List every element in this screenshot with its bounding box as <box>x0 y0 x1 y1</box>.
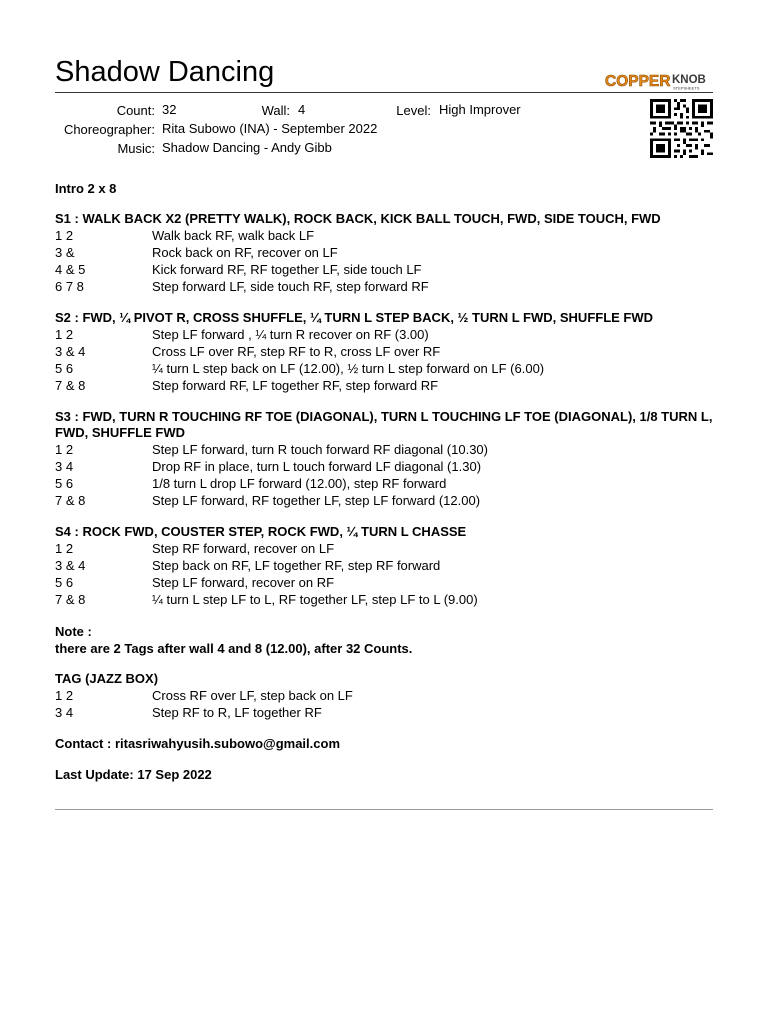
step-description: Step LF forward , ¼ turn R recover on RF (3.00) <box>152 327 429 342</box>
step-row <box>55 591 715 608</box>
wall-value: 4 <box>298 102 306 117</box>
step-row <box>55 244 715 261</box>
step-row <box>55 687 715 704</box>
step-count: 4 & 5 <box>55 262 86 277</box>
step-row <box>55 441 715 458</box>
music-value: Shadow Dancing - Andy Gibb <box>162 140 332 155</box>
level-label: Level: <box>396 103 431 118</box>
level-value: High Improver <box>439 102 521 117</box>
footer-divider <box>55 809 713 810</box>
tag-title: TAG (JAZZ BOX) <box>55 671 159 686</box>
step-count: 3 & 4 <box>55 558 86 573</box>
step-count: 7 & 8 <box>55 493 86 508</box>
step-description: Cross LF over RF, step RF to R, cross LF over RF <box>152 344 441 359</box>
count-label: Count: <box>116 103 155 118</box>
step-count: 3 & <box>55 245 75 260</box>
step-description: ¼ turn L step LF to L, RF together LF, step LF to L (9.00) <box>152 592 478 607</box>
step-row <box>55 540 715 557</box>
section-s2 <box>55 310 715 394</box>
wall-label: Wall: <box>261 103 290 118</box>
page-title: Shadow Dancing <box>55 56 275 88</box>
step-count: 6 7 8 <box>55 279 84 294</box>
stepsheet-content <box>55 180 715 783</box>
svg-text:KNOB: KNOB <box>672 74 706 86</box>
step-description: Kick forward RF, RF together LF, side touch LF <box>152 262 422 277</box>
section-title: S1 : WALK BACK X2 (PRETTY WALK), ROCK BACK, KICK BALL TOUCH, FWD, SIDE TOUCH, FWD <box>55 211 661 226</box>
step-count: 3 4 <box>55 705 74 720</box>
svg-text:STEPSHEETS: STEPSHEETS <box>673 85 700 91</box>
music-label: Music: <box>117 141 155 156</box>
step-description: Cross RF over LF, step back on LF <box>152 688 353 703</box>
step-row <box>55 360 715 377</box>
step-description: Step LF forward, recover on RF <box>152 575 335 590</box>
step-description: Step forward LF, side touch RF, step forward RF <box>152 279 429 294</box>
section-title: S2 : FWD, ¼ PIVOT R, CROSS SHUFFLE, ¼ TURN L STEP BACK, ½ TURN L FWD, SHUFFLE FWD <box>55 310 654 325</box>
step-count: 1 2 <box>55 327 74 342</box>
choreographer-value: Rita Subowo (INA) - September 2022 <box>162 121 378 136</box>
step-count: 1 2 <box>55 442 74 457</box>
step-row <box>55 377 715 394</box>
header-divider <box>55 92 713 93</box>
step-row <box>55 557 715 574</box>
tag-section <box>55 671 715 721</box>
step-description: ¼ turn L step back on LF (12.00), ½ turn L step forward on LF (6.00) <box>152 361 545 376</box>
step-count: 5 6 <box>55 575 74 590</box>
section-s1 <box>55 211 715 295</box>
step-count: 1 2 <box>55 541 74 556</box>
step-row <box>55 492 715 509</box>
last-update: Last Update: 17 Sep 2022 <box>55 767 212 782</box>
step-row <box>55 458 715 475</box>
count-value: 32 <box>162 102 177 117</box>
step-row <box>55 261 715 278</box>
section-title: S3 : FWD, TURN R TOUCHING RF TOE (DIAGONAL), TURN L TOUCHING LF TOE (DIAGONAL), 1/8 TURN L, FWD, SHUFFLE FWD <box>55 409 713 440</box>
note-label: Note : <box>55 624 92 639</box>
step-description: Walk back RF, walk back LF <box>152 228 315 243</box>
choreographer-label: Choreographer: <box>63 122 155 137</box>
step-description: 1/8 turn L drop LF forward (12.00), step RF forward <box>152 476 447 491</box>
section-title: S4 : ROCK FWD, COUSTER STEP, ROCK FWD, ¼ TURN L CHASSE <box>55 524 467 539</box>
step-row <box>55 278 715 295</box>
step-count: 1 2 <box>55 688 74 703</box>
step-row <box>55 475 715 492</box>
step-description: Step RF to R, LF together RF <box>152 705 322 720</box>
step-description: Step LF forward, turn R touch forward RF diagonal (10.30) <box>152 442 488 457</box>
step-row <box>55 227 715 244</box>
copperknob-logo <box>604 71 714 91</box>
note-block <box>55 623 715 657</box>
step-description: Step forward RF, LF together RF, step forward RF <box>152 378 439 393</box>
section-s4 <box>55 524 715 608</box>
step-row <box>55 326 715 343</box>
step-count: 1 2 <box>55 228 74 243</box>
step-description: Step RF forward, recover on LF <box>152 541 335 556</box>
step-description: Step LF forward, RF together LF, step LF forward (12.00) <box>152 493 481 508</box>
step-count: 7 & 8 <box>55 378 86 393</box>
svg-text:COPPER: COPPER <box>605 73 671 90</box>
intro-text: Intro 2 x 8 <box>55 181 117 196</box>
step-row <box>55 574 715 591</box>
step-count: 3 4 <box>55 459 74 474</box>
step-count: 7 & 8 <box>55 592 86 607</box>
step-row <box>55 704 715 721</box>
step-description: Rock back on RF, recover on LF <box>152 245 338 260</box>
step-row <box>55 343 715 360</box>
step-count: 3 & 4 <box>55 344 86 359</box>
step-count: 5 6 <box>55 361 74 376</box>
step-description: Step back on RF, LF together RF, step RF forward <box>152 558 441 573</box>
section-s3 <box>55 409 715 509</box>
qr-code[interactable] <box>650 99 713 158</box>
step-count: 5 6 <box>55 476 74 491</box>
step-description: Drop RF in place, turn L touch forward LF diagonal (1.30) <box>152 459 482 474</box>
note-text: there are 2 Tags after wall 4 and 8 (12.00), after 32 Counts. <box>55 641 413 656</box>
contact-line: Contact : ritasriwahyusih.subowo@gmail.com <box>55 736 340 751</box>
